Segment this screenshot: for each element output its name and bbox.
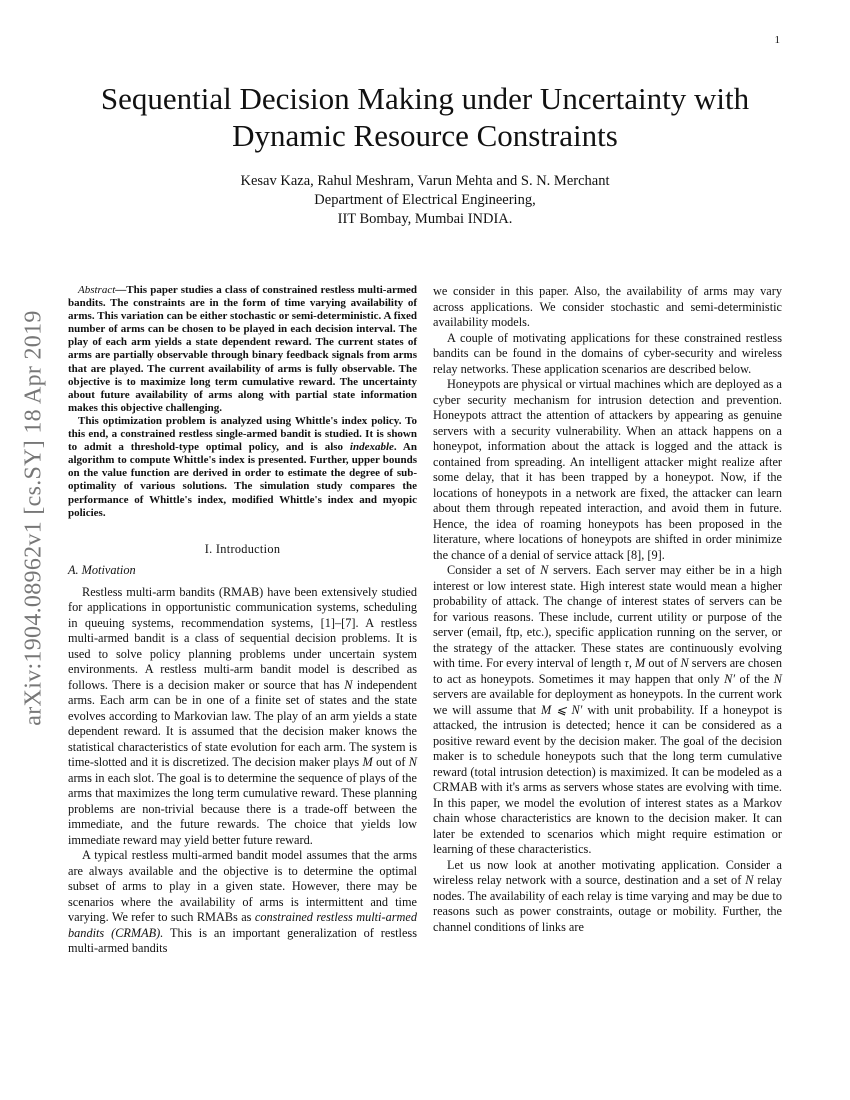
text-run: out of (645, 656, 681, 670)
body-paragraph (433, 563, 782, 858)
math-symbol: M (634, 656, 646, 670)
section-heading-introduction: I. Introduction (204, 541, 281, 556)
text-run: servers. Each server may either be in a high interest or low interest state. High interest state would mean a higher probability of attack. The change of interest states of servers can be for various reasons. These include, current utility or purpose of the server (email, ftp, etc.), specific application running on the server, or the strategy of the attacker. These states are continuously evolving with time. For every interval of length (433, 563, 782, 670)
text-run: This is an important generalization of restless multi-armed bandits (68, 925, 417, 956)
body-paragraph (68, 848, 417, 957)
body-paragraph (433, 858, 782, 936)
math-symbol: N (680, 656, 689, 670)
body-paragraph: Honeypots are physical or virtual machines which are deployed as a cyber security mechanism for intrusion detection and prevention. Honeypots attract the attention of attackers by appearing as genuine servers with a security vulnerability. When an attack happens on a honeypot, information about the attack is logged and the attack is contained from spreading. An intelligent attacker might realize after some delay, that it has been trapped by a honeypot. Now, if the locations of honeypots in a network are fixed, the attacker can learn about them through repeated interaction, and avoid them in future. Hence, the idea of roaming honeypots has been proposed in the literature, where locations of honeypots are shifted in order minimize the chance of a denial of service attack [8], [9]. (433, 377, 782, 562)
text-run: arms in each slot. The goal is to determine the sequence of plays of the arms that maximizes the long term cumulative reward. These planning problems are non-trivial because there is a trade-off between the immediate, and the future rewards. The choice that yields low immediate reward may yield better future reward. (68, 770, 417, 847)
text-run: out of (372, 755, 409, 770)
page-number: 1 (774, 34, 780, 46)
text-run: independent arms. Each arm can be in one of a finite set of states and the state evolves according to Markovian law. The play of an arm yields a state dependent reward. It is assumed that the decision maker knows the statistical characteristics of state evolution for each arm. The system is time-slotted and it is discretized. The decision maker plays (68, 677, 418, 770)
math-symbol: N (540, 563, 549, 577)
abstract-text-2b: . An algorithm to compute Whittle's index is presented. Further, upper bounds on the value function are derived in order to estimate the degree of sub-optimality of various solutions. The simulation study compares the performance of Whittle's index, modified Whittle's index and myopic policies. (68, 441, 417, 519)
right-column (433, 284, 782, 935)
abstract-emphasis: indexable (349, 441, 394, 454)
text-run: , (628, 656, 635, 670)
text-run: servers are chosen to act as honeypots. Sometimes it may happen that only (433, 656, 782, 686)
math-symbol: N (773, 671, 782, 686)
institution: IIT Bombay, Mumbai INDIA. (337, 211, 513, 227)
text-run: Consider a set of (447, 563, 541, 577)
abstract-text-1: —This paper studies a class of constrained restless multi-armed bandits. The constraints are in the form of time varying availability of arms. This variation can be either stochastic or semi-deterministic. A fixed number of arms can be chosen to be played in each decision interval. The play of each arm yields a state dependent reward. The current states of arms are partially observable through binary feedback signals from arms that are played. The current availability of arms is fully observable. The objective is to maximize long term cumulative reward. The uncertainty about future availability of arms along with partial state information makes this objective challenging. (68, 284, 417, 414)
department: Department of Electrical Engineering, (314, 192, 536, 208)
abstract-text-2a: This optimization problem is analyzed using Whittle's index policy. To this end, a constrained restless single-armed bandit is studied. It is shown to admit a threshold-type optimal policy, and is also (68, 414, 417, 454)
body-paragraph: we consider in this paper. Also, the availability of arms may vary across applications. We consider stochastic and semi-deterministic availability models. (433, 284, 782, 329)
title-line-2: Dynamic Resource Constraints (232, 118, 618, 153)
abstract-paragraph-2 (68, 415, 417, 520)
author-block (0, 172, 850, 229)
arxiv-stamp (18, 268, 50, 768)
math-symbol: τ (624, 656, 629, 670)
text-run: Restless multi-arm bandits (RMAB) have been extensively studied for applications in opportunistic communication systems, scheduling in queuing systems, recommendation systems, [1]–[7]. A restless multi-armed bandit is a class of sequential decision problems. It is used to solve policy planning problems under uncertain system environments. A restless multi-arm bandit model is described as follows. There is a decision maker or source that has (68, 584, 417, 692)
text-run: Let us now look at another motivating application. Consider a wireless relay network with a source, destination and a set of (433, 857, 782, 887)
body-paragraph: A couple of motivating applications for these constrained restless bandits can be found in the domains of cyber-security and wireless relay networks. These application scenarios are described below. (433, 330, 782, 376)
left-column (68, 284, 417, 957)
emphasis-text: constrained restless multi-armed bandits (CRMAB). (68, 910, 417, 940)
text-run: with unit probability. If a honeypot is attacked, the intrusion is detected; hence it can be considered as a positive reward event by the decision maker. The goal of the decision maker is to schedule honeypots such that the long term cumulative reward (total intrusion detection) is maximized. It can be modeled as a CRMAB with it's arms as servers whose states are evolving with time. In this paper, we model the evolution of interest states as a Markov chain whose characteristics are known to the decision maker. It can later be extended to scenarios which might require estimation or learning of these characteristics. (433, 702, 782, 856)
body-paragraph (68, 585, 417, 849)
paper-title (0, 80, 850, 154)
text-run: relay nodes. The availability of each relay is time varying and may be due to reasons such as power constraints, outage or mobility. Further, the channel conditions of links are (433, 873, 783, 934)
abstract-paragraph-1 (68, 284, 417, 415)
title-line-1: Sequential Decision Making under Uncertainty with (100, 81, 750, 116)
math-symbol: N (344, 677, 353, 692)
text-run: of the (735, 671, 774, 686)
abstract-label: Abstract (78, 284, 116, 296)
math-inequality: M ⩽ N′ (540, 702, 583, 717)
subsection-heading-motivation: A. Motivation (68, 563, 136, 578)
math-symbol: N (745, 873, 754, 887)
math-symbol: N′ (724, 671, 736, 686)
math-symbol: M (362, 755, 373, 770)
math-symbol: N (408, 755, 417, 770)
text-run: servers are available for deployment as honeypots. In the current work we will assume that (433, 687, 782, 717)
text-run: A typical restless multi-armed bandit model assumes that the arms are always available and the objective is to determine the optimal subset of arms to play in a given state. However, there may be scenarios where the availability of arms is intermittent and time varying. We refer to such RMABs as (68, 848, 417, 925)
arxiv-stamp-text: arXiv:1904.08962v1 [cs.SY] 18 Apr 2019 (20, 310, 47, 726)
authors: Kesav Kaza, Rahul Meshram, Varun Mehta and S. N. Merchant (240, 173, 610, 189)
